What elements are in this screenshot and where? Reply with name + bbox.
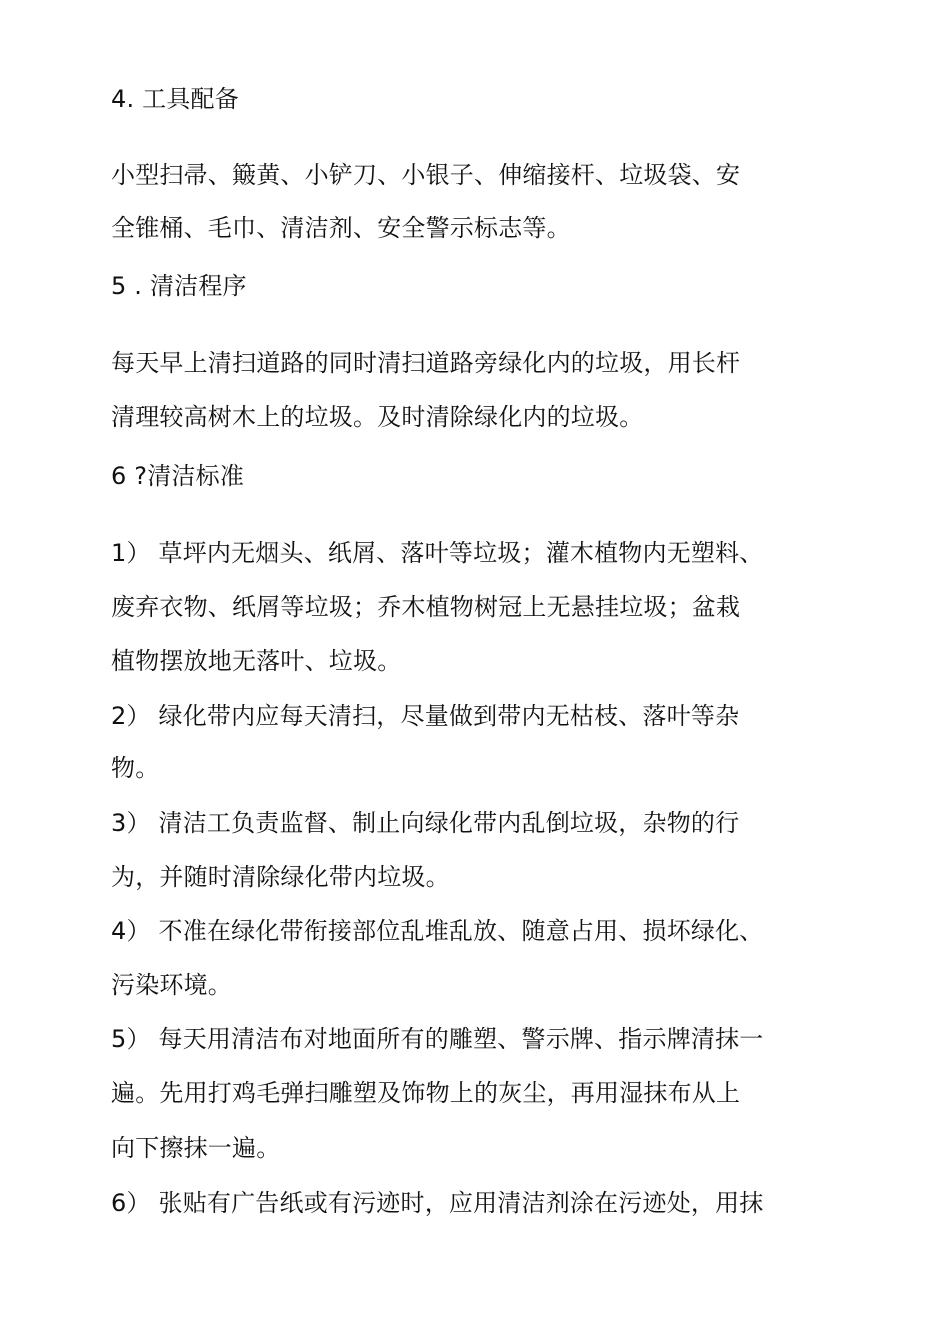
item-6-line-1: 6） 张贴有广告纸或有污迹时，应用清洁剂涂在污迹处，用抹 xyxy=(111,1189,764,1217)
item-3-line-1: 3） 清洁工负责监督、制止向绿化带内乱倒垃圾，杂物的行 xyxy=(111,809,740,837)
paragraph-tools-line-1: 小型扫帚、簸黄、小铲刀、小银子、伸缩接杆、垃圾袋、安 xyxy=(111,161,741,189)
paragraph-tools-line-2: 全锥桶、毛巾、清洁剂、安全警示标志等。 xyxy=(111,214,571,242)
heading-procedure: 5 . 清洁程序 xyxy=(111,272,247,300)
paragraph-procedure-line-1: 每天早上清扫道路的同时清扫道路旁绿化内的垃圾，用长杆 xyxy=(111,349,741,377)
item-1-line-2: 废弃衣物、纸屑等垃圾；乔木植物树冠上无悬挂垃圾；盆栽 xyxy=(111,593,741,621)
item-4-line-1: 4） 不准在绿化带衔接部位乱堆乱放、随意占用、损坏绿化、 xyxy=(111,917,764,945)
item-4-line-2: 污染环境。 xyxy=(111,971,232,999)
item-2-line-2: 物。 xyxy=(111,754,160,782)
heading-standard: 6 ?清洁标准 xyxy=(111,462,245,490)
item-3-line-2: 为，并随时清除绿化带内垃圾。 xyxy=(111,863,450,891)
paragraph-procedure-line-2: 清理较高树木上的垃圾。及时清除绿化内的垃圾。 xyxy=(111,403,644,431)
heading-tools: 4. 工具配备 xyxy=(111,85,239,113)
item-5-line-3: 向下擦抹一遍。 xyxy=(111,1134,281,1162)
item-5-line-2: 遍。先用打鸡毛弹扫雕塑及饰物上的灰尘，再用湿抹布从上 xyxy=(111,1079,741,1107)
item-1-line-1: 1） 草坪内无烟头、纸屑、落叶等垃圾；灌木植物内无塑料、 xyxy=(111,539,764,567)
item-1-line-3: 植物摆放地无落叶、垃圾。 xyxy=(111,647,402,675)
item-2-line-1: 2） 绿化带内应每天清扫，尽量做到带内无枯枝、落叶等杂 xyxy=(111,702,740,730)
item-5-line-1: 5） 每天用清洁布对地面所有的雕塑、警示牌、指示牌清抹一 xyxy=(111,1025,764,1053)
